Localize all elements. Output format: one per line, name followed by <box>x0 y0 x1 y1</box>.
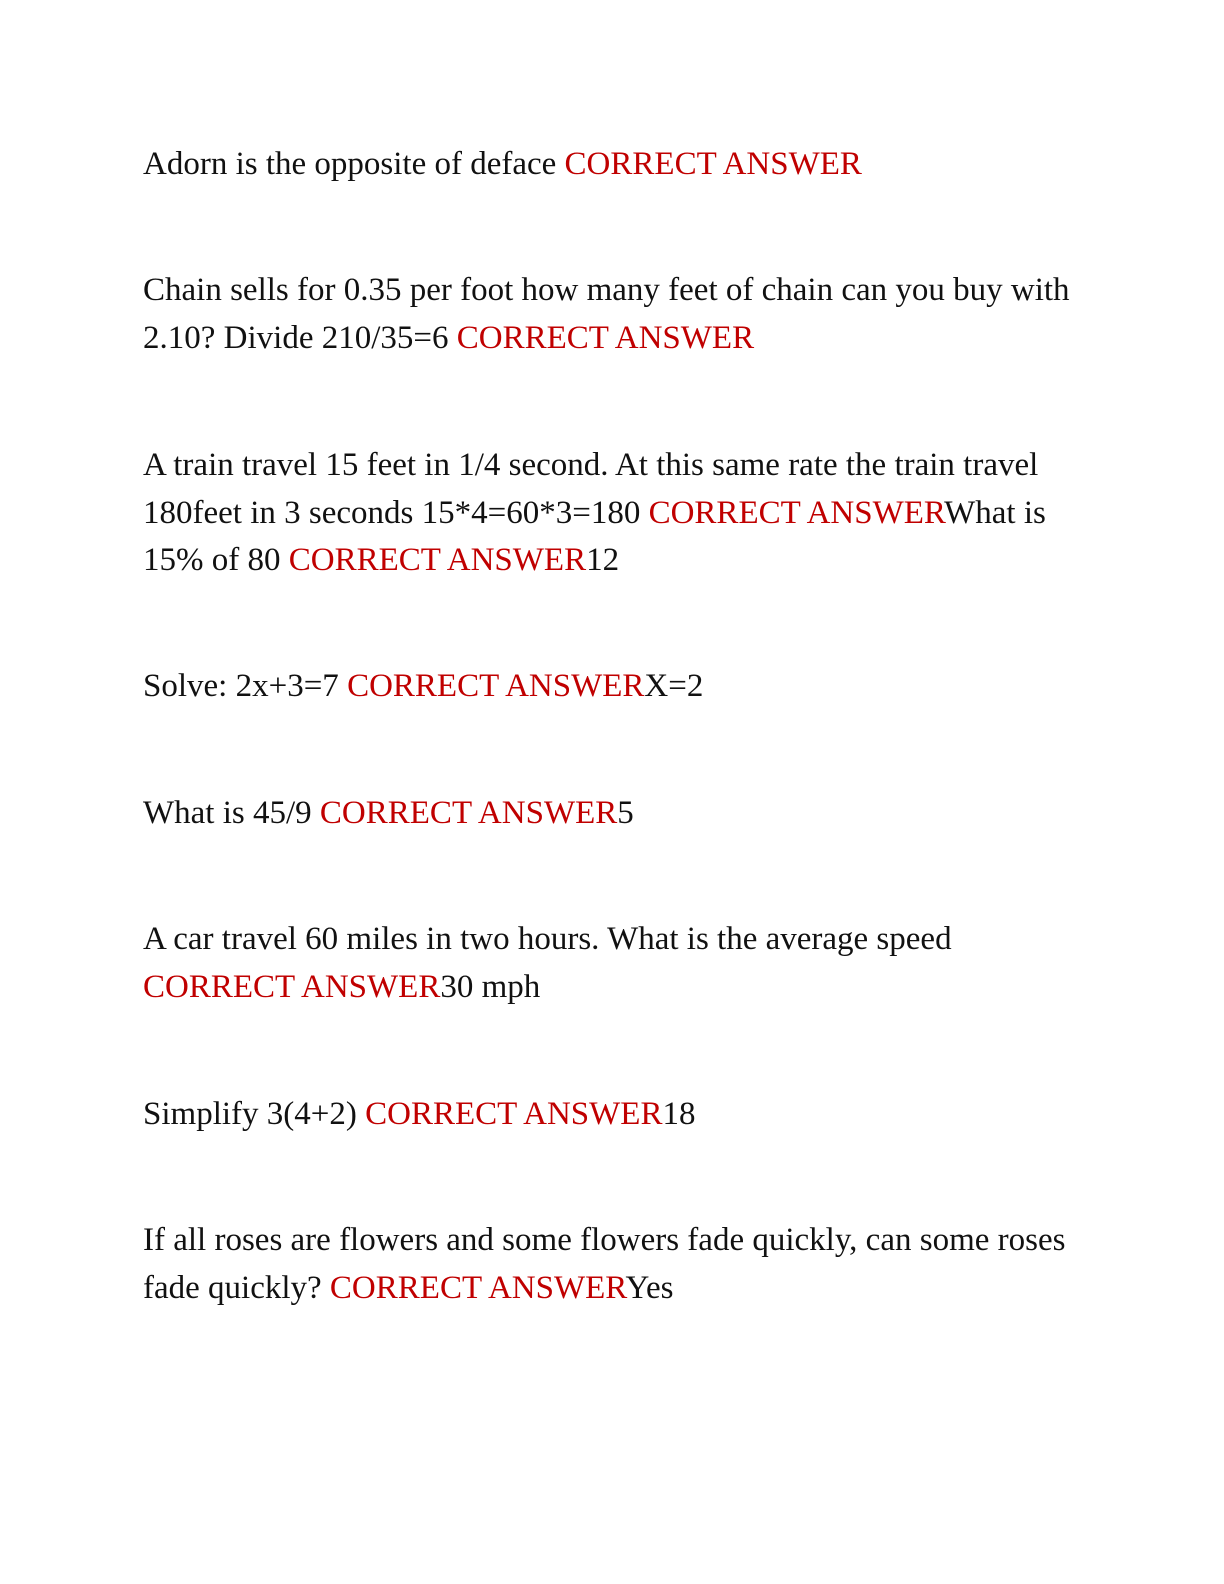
qa-item-1 <box>143 141 1083 189</box>
correct-answer-marker: CORRECT ANSWER <box>347 668 645 704</box>
question-text: A car travel 60 miles in two hours. What is the average speed <box>143 921 952 957</box>
question-text: A train travel 15 feet in 1/4 second. At this same rate the train travel 180feet in 3 seconds 15*4=60*3=180 <box>143 447 1039 531</box>
qa-item-3 <box>143 442 1083 585</box>
correct-answer-marker: CORRECT ANSWER <box>648 494 945 531</box>
correct-answer-marker: CORRECT ANSWER <box>456 319 755 356</box>
answer-text: 18 <box>662 1096 696 1132</box>
qa-item-2 <box>143 267 1083 362</box>
question-text: Adorn is the opposite of deface <box>143 146 565 182</box>
answer-text: 12 <box>586 542 620 578</box>
question-text: Solve: 2x+3=7 <box>143 668 348 704</box>
question-text: What is 45/9 <box>143 795 320 831</box>
qa-item-5 <box>143 790 1083 838</box>
correct-answer-marker: CORRECT ANSWER <box>288 542 587 578</box>
correct-answer-marker: CORRECT ANSWER <box>319 795 618 831</box>
correct-answer-marker: CORRECT ANSWER <box>143 968 441 1005</box>
qa-item-4 <box>143 663 1083 711</box>
question-text: Chain sells for 0.35 per foot how many feet of chain can you buy with 2.10? Divide 210/35=6 <box>143 272 1070 356</box>
qa-item-7 <box>143 1091 1083 1139</box>
correct-answer-marker: CORRECT ANSWER <box>564 146 862 182</box>
question-text: If all roses are flowers and some flowers fade quickly, can some roses fade quickly? <box>143 1222 1066 1306</box>
answer-text: 5 <box>617 795 634 831</box>
answer-text: X=2 <box>644 668 704 704</box>
qa-item-8 <box>143 1217 1083 1312</box>
correct-answer-marker: CORRECT ANSWER <box>365 1096 663 1132</box>
correct-answer-marker: CORRECT ANSWER <box>329 1269 626 1306</box>
answer-text: What is 15% of 80 <box>143 494 1046 578</box>
qa-item-6 <box>143 916 1083 1011</box>
answer-text: 30 mph <box>440 968 541 1005</box>
answer-text: Yes <box>625 1269 674 1306</box>
question-text: Simplify 3(4+2) <box>143 1096 366 1132</box>
